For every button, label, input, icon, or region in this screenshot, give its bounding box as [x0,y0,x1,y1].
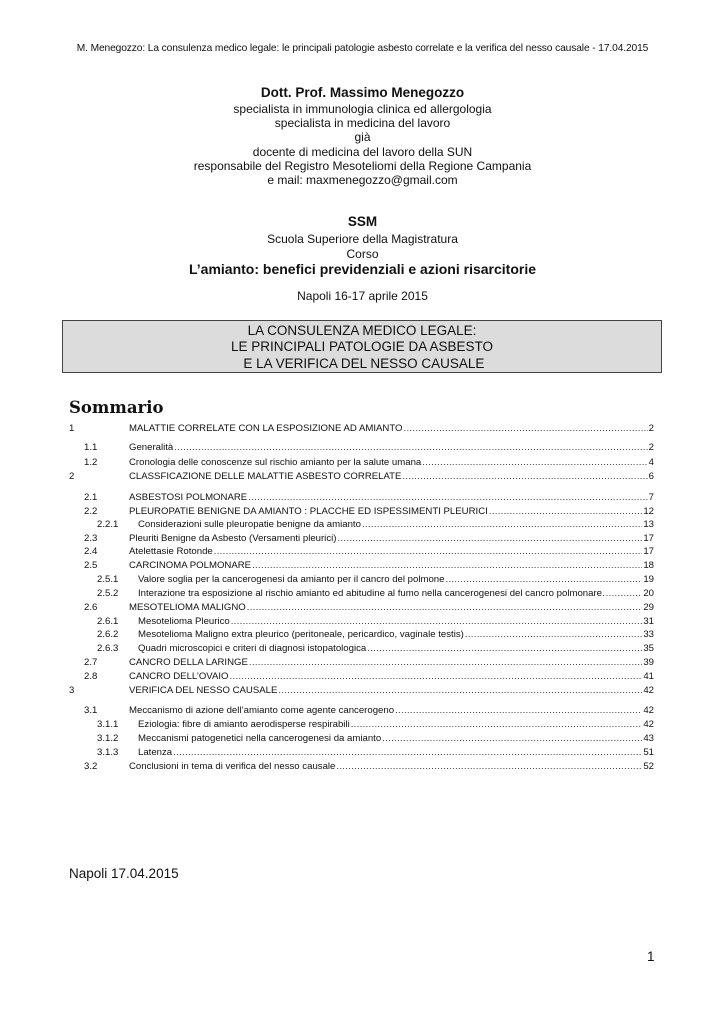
toc-entry-title: CANCRO DELLA LARINGE [129,657,248,668]
toc-heading: Sommario [69,398,164,417]
toc-entry-page: 4 [648,457,654,468]
toc-entry-page: 2 [648,423,654,434]
toc-entry-title: ASBESTOSI POLMONARE [129,492,248,503]
toc-entry-title: Valore soglia per la cancerogenesi da amianto per il cancro del polmone [138,574,445,585]
credential-line: specialista in medicina del lavoro [274,116,451,131]
toc-entry[interactable] [0,761,725,773]
toc-entry-number: 2.4 [84,546,98,557]
toc-entry-title: CLASSFICAZIONE DELLE MALATTIE ASBESTO CORRELATE [129,471,402,482]
toc-entry-title: Mesotelioma Maligno extra pleurico (peritoneale, pericardico, vaginale testis) [138,629,464,640]
toc-entry[interactable] [0,685,725,697]
toc-entry[interactable] [0,492,725,504]
credential-line: specialista in immunologia clinica ed allergologia [233,102,492,116]
toc-entry-line [129,560,654,572]
toc-entry[interactable] [0,616,725,628]
toc-entry-number: 2.6.1 [97,616,119,627]
toc-dot-leader [362,519,642,531]
toc-entry-line [129,685,654,697]
toc-dot-leader [367,643,642,655]
toc-entry-line [129,457,654,469]
course-org: SSM [347,214,378,229]
toc-entry-title: VERIFICA DEL NESSO CAUSALE [129,685,278,696]
toc-entry-line [129,546,654,558]
toc-entry-title: Generalità [129,442,174,453]
toc-entry-line [138,719,654,731]
toc-entry-title: Atelettasie Rotonde [129,546,213,557]
toc-entry[interactable] [0,457,725,469]
toc-entry-line [129,657,654,669]
toc-entry-number: 2.2 [84,506,98,517]
page-number: 1 [647,949,655,964]
toc-entry-number: 2.2.1 [97,519,119,530]
toc-entry-page: 52 [643,761,654,772]
toc-dot-leader [395,705,642,717]
toc-entry-line [138,574,654,586]
toc-entry-title: Meccanismi patogenetici nella cancerogenesi da amianto [138,733,382,744]
banner-line: E LA VERIFICA DEL NESSO CAUSALE [239,355,485,371]
toc-entry-title: Cronologia delle conoscenze sul rischio amianto per la salute umana [129,457,422,468]
toc-entry-number: 3 [69,685,75,696]
toc-entry-line [138,747,654,759]
toc-entry-page: 29 [643,602,654,613]
toc-entry-page: 39 [643,657,654,668]
toc-entry-page: 2 [648,442,654,453]
toc-entry-title: CANCRO DELL’OVAIO [129,671,229,682]
toc-entry-line [129,471,654,483]
toc-entry-number: 2.6 [84,602,98,613]
toc-entry-line [129,761,654,773]
toc-entry-line [129,705,654,717]
toc-entry-title: PLEUROPATIE BENIGNE DA AMIANTO : PLACCHE ED ISPESSIMENTI PLEURICI [129,506,488,517]
toc-entry-number: 3.1 [84,705,98,716]
toc-entry-line [138,519,654,531]
toc-dot-leader [214,546,643,558]
toc-dot-leader [337,533,642,545]
toc-entry-number: 2.5 [84,560,98,571]
toc-entry-page: 7 [648,492,654,503]
toc-entry-title: MALATTIE CORRELATE CON LA ESPOSIZIONE AD AMIANTO [129,423,403,434]
banner-line: LE PRINCIPALI PATOLOGIE DA ASBESTO [230,339,494,355]
toc-entry-title: Eziologia: fibre di amianto aerodisperse respirabili [138,719,350,730]
toc-entry[interactable] [0,471,725,483]
toc-entry-page: 33 [643,629,654,640]
toc-entry-line [129,533,654,545]
toc-entry-line [129,602,654,614]
credential-line: responsabile del Registro Mesoteliomi della Regione Campania [193,158,532,173]
toc-entry-line [138,643,654,655]
toc-dot-leader [606,588,643,600]
toc-entry-title: Conclusioni in tema di verifica del nesso causale [129,761,336,772]
toc-entry-page: 31 [643,616,654,627]
toc-entry-title: Considerazioni sulle pleuropatie benigne da amianto [138,519,361,530]
toc-entry-title: CARCINOMA POLMONARE [129,560,252,571]
toc-dot-leader [174,442,647,454]
toc-entry-page: 19 [643,574,654,585]
toc-entry-page: 42 [643,705,654,716]
toc-entry[interactable] [0,657,725,669]
author-credentials [0,102,725,187]
toc-entry-page: 42 [643,685,654,696]
document-title-banner [62,320,662,373]
toc-entry[interactable] [0,629,725,641]
toc-dot-leader [465,629,643,641]
toc-entry-page: 43 [643,733,654,744]
toc-entry-number: 2.3 [84,533,98,544]
toc-entry-number: 2.7 [84,657,98,668]
toc-dot-leader [351,719,643,731]
toc-dot-leader [249,657,642,669]
toc-entry-page: 6 [648,471,654,482]
toc-dot-leader [402,471,647,483]
toc-entry-title: Meccanismo di azione dell’amianto come agente cancerogeno [129,705,395,716]
course-venue: Napoli 16-17 aprile 2015 [297,289,428,303]
toc-entry-number: 2.5.2 [97,588,119,599]
toc-entry-number: 3.1.3 [97,747,119,758]
toc-entry-line [138,588,654,600]
toc-entry-number: 1 [69,423,75,434]
toc-entry[interactable] [0,560,725,572]
author-email: e mail: maxmenegozzo@gmail.com [267,173,458,188]
course-school: Scuola Superiore della Magistratura [267,232,458,246]
toc-entry[interactable] [0,705,725,717]
toc-entry-line [129,671,654,683]
toc-entry-line [138,616,654,628]
toc-entry[interactable] [0,719,725,731]
toc-entry[interactable] [0,519,725,531]
toc-entry-page: 17 [643,533,654,544]
toc-dot-leader [382,733,642,745]
credential-line: docente di medicina del lavoro della SUN [252,144,473,159]
toc-entry[interactable] [0,506,725,518]
toc-entry[interactable] [0,533,725,545]
course-type: Corso [346,246,379,261]
toc-entry-page: 51 [643,747,654,758]
toc-entry-number: 1.1 [84,442,98,453]
toc-dot-leader [422,457,647,469]
toc-entry-number: 3.2 [84,761,98,772]
toc-entry[interactable] [0,423,725,435]
toc-entry-line [129,492,654,504]
toc-dot-leader [445,574,642,586]
author-name: Dott. Prof. Massimo Menegozzo [260,85,465,100]
toc-entry-number: 3.1.2 [97,733,119,744]
course-school-block [0,232,725,261]
toc-entry-number: 2.6.3 [97,643,119,654]
toc-entry[interactable] [0,671,725,683]
toc-entry-number: 1.2 [84,457,98,468]
toc-dot-leader [278,685,642,697]
toc-entry-title: Latenza [138,747,173,758]
toc-entry-page: 13 [643,519,654,530]
toc-dot-leader [403,423,647,435]
toc-entry-number: 2.6.2 [97,629,119,640]
toc-entry-title: MESOTELIOMA MALIGNO [129,602,246,613]
toc-entry-title: Interazione tra esposizione al rischio amianto ed abitudine al fumo nella cancerogenesi del cancro polmonare. [138,588,605,599]
footer-date: Napoli 17.04.2015 [69,866,179,881]
toc-dot-leader [336,761,642,773]
toc-entry-title: Quadri microscopici e criteri di diagnosi istopatologica [138,643,367,654]
running-header: M. Menegozzo: La consulenza medico legale: le principali patologie asbesto correlate e la verifica del nesso causale - 17.04.2015 [76,43,649,54]
toc-entry-page: 35 [643,643,654,654]
toc-entry-title: Pleuriti Benigne da Asbesto (Versamenti pleurici) [129,533,337,544]
toc-entry-page: 17 [643,546,654,557]
toc-dot-leader [248,492,647,504]
toc-entry-number: 2.5.1 [97,574,119,585]
toc-entry-title: Mesotelioma Pleurico [138,616,230,627]
toc-entry[interactable] [0,733,725,745]
toc-entry-number: 2.1 [84,492,98,503]
toc-entry-page: 12 [643,506,654,517]
toc-entry-page: 41 [643,671,654,682]
toc-entry[interactable] [0,602,725,614]
toc-entry-number: 3.1.1 [97,719,119,730]
toc-entry-line [138,629,654,641]
toc-entry[interactable] [0,546,725,558]
toc-dot-leader [231,616,643,628]
toc-entry-page: 42 [643,719,654,730]
toc-dot-leader [230,671,643,683]
toc-entry-line [129,423,654,435]
course-title: L’amianto: benefici previdenziali e azioni risarcitorie [189,261,536,277]
toc-entry[interactable] [0,574,725,586]
toc-entry-line [129,442,654,454]
toc-entry-number: 2.8 [84,671,98,682]
toc-entry-line [138,733,654,745]
toc-dot-leader [173,747,642,759]
toc-dot-leader [252,560,642,572]
toc-entry[interactable] [0,643,725,655]
toc-entry[interactable] [0,747,725,759]
banner-line: LA CONSULENZA MEDICO LEGALE: [247,323,477,338]
toc-dot-leader [489,506,643,518]
toc-entry-page: 18 [643,560,654,571]
toc-entry[interactable] [0,588,725,600]
toc-entry-number: 2 [69,471,75,482]
toc-entry[interactable] [0,442,725,454]
toc-entry-page: 20 [643,588,654,599]
toc-dot-leader [247,602,643,614]
credential-line: già [354,130,371,145]
toc-entry-line [129,506,654,518]
